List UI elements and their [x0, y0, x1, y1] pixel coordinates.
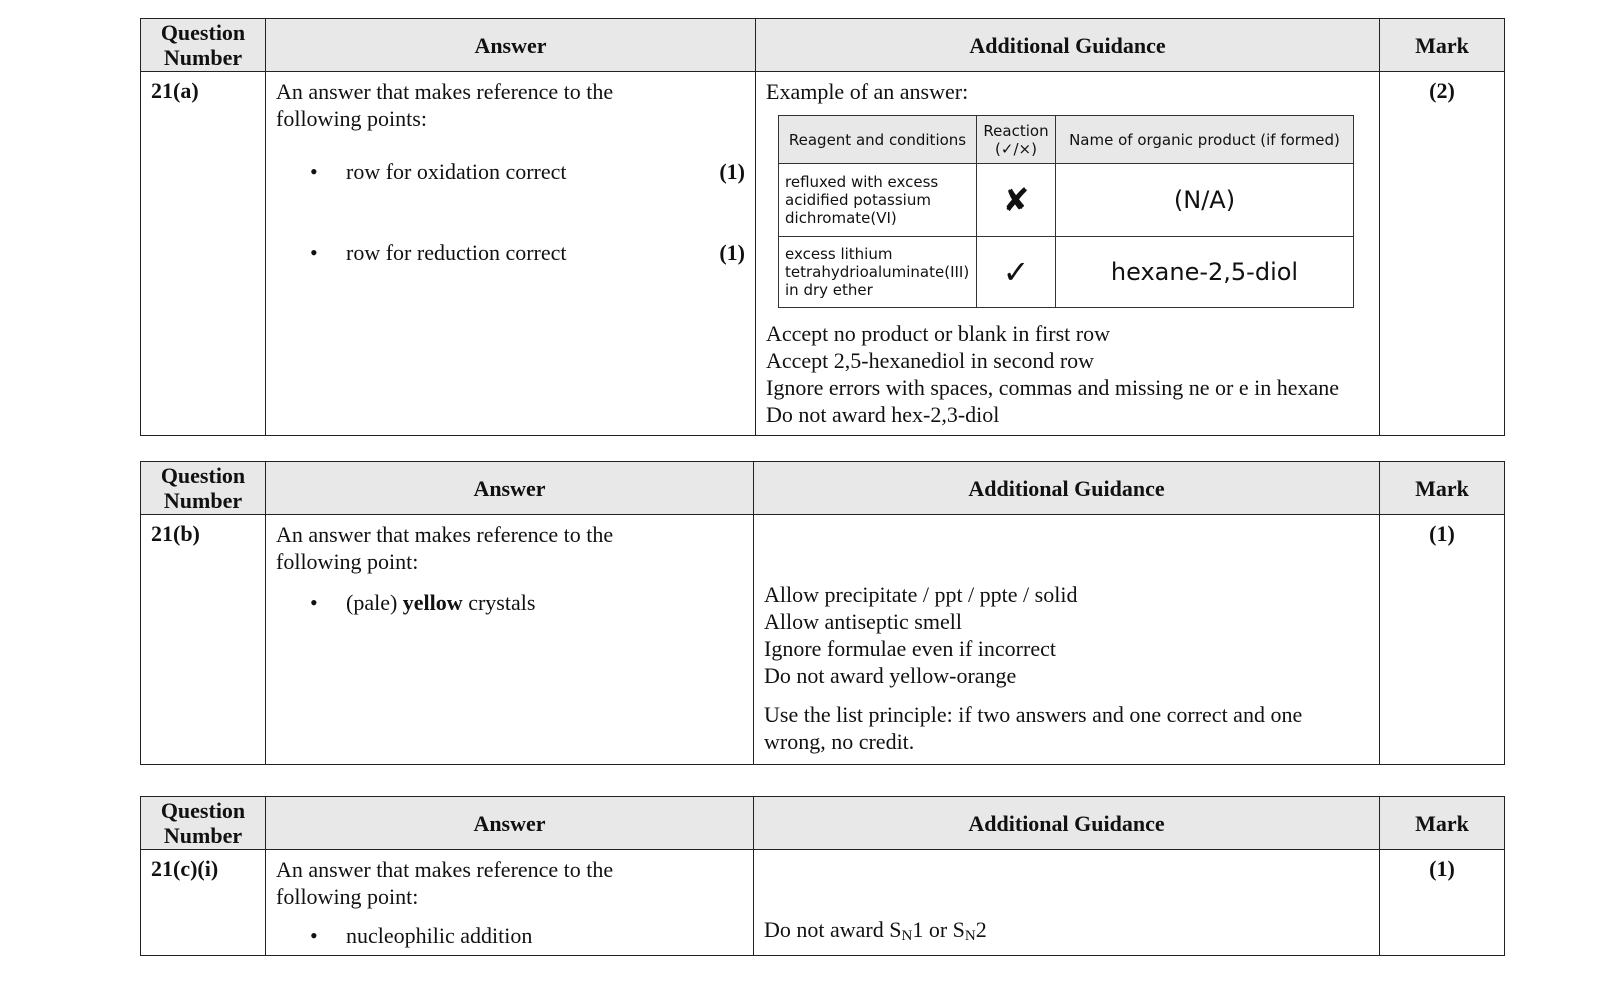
mark-cell: (1) — [1380, 515, 1505, 765]
list-principle-line2: wrong, no credit. — [764, 729, 915, 754]
product-cell: hexane-2,5-diol — [1056, 237, 1354, 308]
header-guidance: Additional Guidance — [754, 462, 1380, 515]
guidance-cell — [756, 72, 1380, 436]
guidance-note: Allow antiseptic smell — [764, 609, 962, 634]
cross-icon: ✘ — [977, 164, 1056, 237]
product-cell: (N/A) — [1056, 164, 1354, 237]
guidance-note: Do not award yellow-orange — [764, 663, 1017, 688]
header-question-line2: Number — [163, 45, 243, 70]
point-text: row for oxidation correct — [346, 159, 567, 184]
markscheme-table-21a — [140, 18, 1505, 436]
body-row — [141, 515, 1505, 765]
answer-point-2 — [266, 239, 755, 266]
question-number: 21(b) — [141, 515, 266, 765]
point-mark: (1) — [719, 240, 745, 265]
header-question-line1: Question — [160, 798, 246, 823]
guidance-note: Accept 2,5-hexanediol in second row — [766, 348, 1095, 373]
guidance-subscript: N — [901, 928, 913, 944]
reagent-cell — [779, 164, 977, 237]
bullet-icon: • — [310, 590, 318, 615]
header-answer: Answer — [266, 19, 756, 72]
bullet-icon: • — [310, 240, 318, 265]
example-header-reagent: Reagent and conditions — [779, 116, 977, 164]
header-row — [141, 19, 1505, 72]
reagent-line: dichromate(VI) — [785, 209, 897, 227]
reagent-line: refluxed with excess — [785, 173, 939, 191]
header-mark: Mark — [1380, 797, 1505, 850]
guidance-text: 2 — [975, 917, 987, 942]
reaction-header-line1: Reaction — [983, 121, 1049, 140]
markscheme-table-21ci — [140, 796, 1505, 956]
question-number: 21(a) — [141, 72, 266, 436]
mark-cell: (1) — [1380, 850, 1505, 956]
reagent-line: in dry ether — [785, 281, 873, 299]
header-question-number — [141, 797, 266, 850]
guidance-note: Ignore errors with spaces, commas and missing ne or e in hexane — [766, 375, 1340, 400]
header-question-line2: Number — [163, 823, 243, 848]
guidance-note: Accept no product or blank in first row — [766, 321, 1110, 346]
guidance-note: Do not award hex-2,3-diol — [766, 402, 1000, 427]
header-answer: Answer — [266, 462, 754, 515]
header-guidance: Additional Guidance — [754, 797, 1380, 850]
answer-intro-line1: An answer that makes reference to the — [276, 79, 614, 104]
answer-intro — [266, 515, 753, 575]
guidance-text: 1 or S — [912, 917, 965, 942]
example-header-reaction — [977, 116, 1056, 164]
point-text: row for reduction correct — [346, 240, 567, 265]
guidance-note: Allow precipitate / ppt / ppte / solid — [764, 582, 1078, 607]
guidance-cell — [754, 850, 1380, 956]
header-guidance: Additional Guidance — [756, 19, 1380, 72]
answer-point-1 — [266, 158, 755, 185]
answer-intro-line2: following points: — [276, 106, 427, 131]
reagent-cell — [779, 237, 977, 308]
bullet-icon: • — [310, 159, 318, 184]
guidance-text: Do not award S — [764, 917, 902, 942]
guidance-subscript: N — [964, 928, 976, 944]
body-row — [141, 72, 1505, 436]
example-answer-table — [778, 115, 1354, 308]
guidance-intro: Example of an answer: — [766, 79, 969, 104]
answer-point-1 — [266, 589, 753, 616]
example-row-reduction — [779, 237, 1354, 308]
reagent-line: excess lithium — [785, 245, 893, 263]
answer-intro-line2: following point: — [276, 884, 419, 909]
answer-intro — [266, 850, 753, 910]
answer-intro-line2: following point: — [276, 549, 419, 574]
example-header-product: Name of organic product (if formed) — [1056, 116, 1354, 164]
header-question-line1: Question — [160, 463, 246, 488]
reaction-header-line2: (✓/×) — [995, 139, 1037, 158]
header-answer: Answer — [266, 797, 754, 850]
answer-intro — [266, 72, 755, 132]
reagent-line: tetrahydrioaluminate(III) — [785, 263, 970, 281]
header-mark: Mark — [1380, 19, 1505, 72]
tick-icon: ✓ — [977, 237, 1056, 308]
header-question-line1: Question — [160, 20, 246, 45]
guidance-note: Ignore formulae even if incorrect — [764, 636, 1056, 661]
list-principle-line1: Use the list principle: if two answers and one correct and one — [764, 702, 1303, 727]
guidance-list-principle — [764, 701, 1369, 755]
markscheme-table-21b — [140, 461, 1505, 765]
bullet-icon: • — [310, 923, 318, 948]
question-number: 21(c)(i) — [141, 850, 266, 956]
point-text: nucleophilic addition — [346, 923, 533, 948]
reagent-line: acidified potassium — [785, 191, 931, 209]
example-row-oxidation — [779, 164, 1354, 237]
point-text-bold: yellow — [402, 590, 463, 615]
header-row — [141, 462, 1505, 515]
header-mark: Mark — [1380, 462, 1505, 515]
guidance-note — [764, 916, 1369, 950]
header-row — [141, 797, 1505, 850]
point-text-post: crystals — [462, 590, 536, 615]
mark-cell: (2) — [1380, 72, 1505, 436]
header-question-number — [141, 462, 266, 515]
point-text-pre: (pale) — [346, 590, 403, 615]
header-question-number — [141, 19, 266, 72]
answer-cell — [266, 515, 754, 765]
answer-cell — [266, 850, 754, 956]
body-row — [141, 850, 1505, 956]
answer-cell — [266, 72, 756, 436]
answer-intro-line1: An answer that makes reference to the — [276, 522, 614, 547]
guidance-cell — [754, 515, 1380, 765]
answer-intro-line1: An answer that makes reference to the — [276, 857, 614, 882]
example-header-row — [779, 116, 1354, 164]
point-mark: (1) — [719, 159, 745, 184]
answer-point-1 — [266, 922, 753, 949]
header-question-line2: Number — [163, 488, 243, 513]
